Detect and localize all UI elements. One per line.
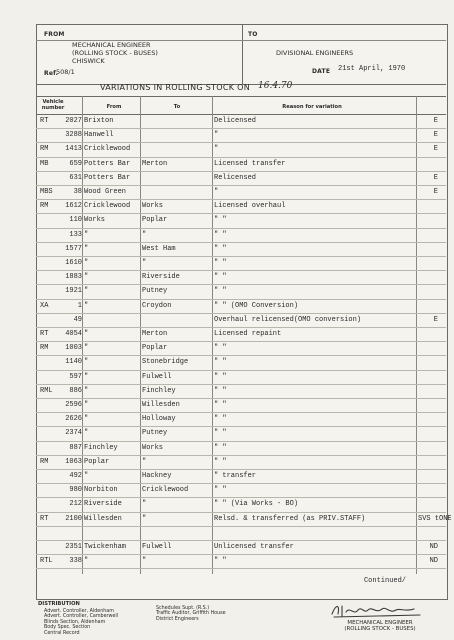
dist-item: Body Spec. Section: [44, 625, 91, 631]
reason-cell: ": [214, 188, 219, 196]
reason-cell: " ": [214, 358, 227, 367]
from-line-2: (ROLLING STOCK - BUSES): [72, 49, 158, 57]
from-cell: ": [84, 287, 89, 296]
col-to-header: To: [173, 104, 181, 110]
to-cell: Fulwell: [142, 543, 172, 551]
table-row: [36, 257, 446, 271]
vehicle-number: 212: [69, 500, 82, 509]
table-row: [36, 442, 446, 456]
reason-cell: " ": [214, 486, 227, 495]
to-cell: Merton: [142, 159, 168, 168]
vehicle-number: 1577: [65, 244, 82, 253]
from-cell: ": [84, 358, 89, 367]
reason-cell: " ": [214, 287, 227, 296]
vehicle-number: 3288: [65, 131, 82, 140]
reason-cell: " ": [214, 429, 227, 438]
table-row: [36, 129, 446, 143]
to-cell: Hackney: [142, 472, 172, 480]
vehicle-number: 659: [69, 159, 82, 168]
from-cell: Brixton: [84, 117, 114, 125]
vehicle-number: 338: [69, 557, 82, 566]
from-cell: Norbiton: [84, 486, 118, 495]
vehicle-number: 1140: [65, 358, 82, 367]
reason-cell: " ": [214, 386, 227, 395]
reason-cell: Relsd. & transferred (as PRIV.STAFF): [214, 514, 366, 523]
from-line-3: CHISWICK: [72, 57, 105, 65]
variations-table: [36, 115, 452, 575]
from-cell: ": [84, 344, 89, 353]
vehicle-number: 1883: [65, 273, 82, 282]
table-row: [36, 498, 446, 512]
to-cell: Riverside: [142, 273, 180, 282]
reason-cell: Unlicensed transfer: [214, 543, 294, 551]
dist-item: Traffic Auditor, Griffith House: [156, 611, 226, 617]
distribution-list-1: [44, 609, 118, 636]
vehicle-number: 1612: [65, 202, 82, 211]
table-row: [36, 271, 446, 285]
sig-caption-line: MECHANICAL ENGINEER: [347, 620, 413, 626]
vehicle-number: 1610: [65, 259, 82, 267]
code-cell: E: [433, 173, 438, 182]
reason-cell: Relicensed: [214, 173, 257, 182]
vehicle-number: 49: [73, 315, 82, 324]
code-cell: E: [433, 131, 438, 140]
from-cell: Cricklewood: [84, 145, 131, 154]
table-row: [36, 399, 446, 413]
distribution-label: DISTRIBUTION: [38, 601, 80, 607]
to-cell: Works: [142, 443, 164, 452]
vehicle-prefix: RT: [40, 514, 49, 523]
reason-cell: " ": [214, 372, 227, 381]
vehicle-number: 631: [69, 173, 82, 182]
table-row: [36, 115, 446, 129]
from-cell: Hanwell: [84, 131, 114, 140]
from-cell: Potters Bar: [84, 159, 131, 168]
from-cell: ": [84, 230, 89, 239]
page-title: VARIATIONS IN ROLLING STOCK ON: [100, 83, 251, 92]
to-cell: Willesden: [142, 401, 180, 409]
to-cell: Holloway: [142, 415, 176, 424]
table-row: [36, 371, 446, 385]
table-row: [36, 214, 446, 228]
to-cell: Poplar: [142, 344, 168, 353]
from-cell: Willesden: [84, 514, 122, 523]
vehicle-number: 597: [69, 372, 82, 381]
vehicle-prefix: MBS: [40, 188, 53, 196]
reason-cell: " " (OMO Conversion): [214, 301, 299, 310]
vehicle-number: 1413: [65, 145, 82, 154]
vehicle-number: 492: [69, 472, 82, 480]
reason-cell: " transfer: [214, 472, 257, 480]
table-row: [36, 470, 446, 484]
title-divider: [36, 96, 446, 97]
vehicle-number: 4054: [65, 330, 82, 338]
vehicle-number: 1063: [65, 457, 82, 466]
to-cell: Putney: [142, 429, 168, 438]
table-row: [36, 143, 446, 157]
code-cell: E: [433, 188, 438, 196]
to-cell: ": [142, 457, 147, 466]
reason-cell: " ": [214, 457, 227, 466]
vehicle-number: 1003: [65, 344, 82, 353]
vehicle-prefix: RT: [40, 330, 49, 338]
table-row: [36, 186, 446, 200]
reason-cell: " ": [214, 230, 227, 239]
reason-cell: " ": [214, 216, 227, 225]
dist-item: Blinds Section, Aldenham: [44, 619, 106, 625]
reason-cell: " ": [214, 557, 227, 566]
to-cell: ": [142, 230, 147, 239]
table-row: [36, 385, 446, 399]
reason-cell: Licensed repaint: [214, 330, 282, 338]
vehicle-prefix: RM: [40, 202, 49, 211]
table-row: [36, 555, 446, 569]
from-cell: ": [84, 244, 89, 253]
dist-item: District Engineers: [156, 616, 199, 622]
dist-item: Schedules Supt. (R.S.): [156, 606, 210, 611]
code-cell: E: [433, 315, 438, 324]
from-cell: ": [84, 401, 89, 409]
vehicle-number: 1921: [65, 287, 82, 296]
vehicle-prefix: RM: [40, 145, 49, 154]
table-row: [36, 427, 446, 441]
reason-cell: ": [214, 131, 219, 140]
to-cell: Putney: [142, 287, 168, 296]
col-from-header: From: [106, 104, 122, 110]
sig-caption-line: (ROLLING STOCK - BUSES): [344, 626, 416, 632]
vehicle-prefix: RML: [40, 386, 53, 395]
from-cell: ": [84, 273, 89, 282]
vehicle-number: 887: [69, 443, 82, 452]
vehicle-number: 1: [77, 301, 82, 310]
continued-note: Continued/: [363, 577, 406, 585]
reason-cell: Overhaul relicensed(OMO conversion): [214, 315, 362, 324]
table-row: [36, 314, 446, 328]
dist-item: Advert. Controller, Aldenham: [44, 609, 114, 614]
reason-cell: " ": [214, 443, 227, 452]
to-cell: ": [142, 557, 147, 566]
code-cell: E: [433, 145, 438, 154]
vehicle-number: 2374: [65, 429, 82, 438]
dist-item: Central Record: [44, 630, 80, 636]
to-cell: Works: [142, 202, 164, 211]
table-row: [36, 527, 446, 541]
vehicle-number: 2596: [65, 401, 82, 409]
table-row: [36, 513, 452, 527]
signature-caption: [326, 620, 434, 632]
vehicle-prefix: XA: [40, 301, 49, 310]
to-cell: Stonebridge: [142, 358, 189, 367]
to-cell: West Ham: [142, 244, 176, 253]
from-cell: Twickenham: [84, 543, 127, 551]
vehicle-prefix: RM: [40, 344, 49, 353]
from-label: FROM: [44, 31, 65, 38]
table-row: [36, 200, 446, 214]
table-row: [36, 541, 446, 555]
ref-label: Ref.: [44, 70, 59, 77]
reason-cell: " ": [214, 273, 227, 282]
to-cell: ": [142, 514, 147, 523]
to-cell: Croydon: [142, 301, 172, 310]
from-cell: Riverside: [84, 500, 122, 509]
from-cell: ": [84, 372, 89, 381]
vehicle-prefix: RM: [40, 457, 49, 466]
vehicle-number: 886: [69, 386, 82, 395]
vehicle-prefix: MB: [40, 159, 49, 168]
reason-cell: ": [214, 145, 219, 154]
signature-image: [328, 600, 428, 620]
to-cell: Poplar: [142, 216, 168, 225]
to-cell: Cricklewood: [142, 486, 189, 495]
from-cell: ": [84, 301, 89, 310]
code-cell: SVS tONE: [418, 514, 452, 523]
from-cell: Wood Green: [84, 188, 127, 196]
reason-cell: " ": [214, 244, 227, 253]
reason-cell: Licensed overhaul: [214, 202, 286, 211]
to-cell: Merton: [142, 330, 168, 338]
reason-cell: " ": [214, 344, 227, 353]
table-row: [36, 484, 446, 498]
from-cell: Cricklewood: [84, 202, 131, 211]
from-line-1: MECHANICAL ENGINEER: [72, 41, 151, 49]
vehicle-prefix: RTL: [40, 557, 53, 566]
vehicle-number: 2100: [65, 514, 82, 523]
table-row: [36, 356, 446, 370]
reason-cell: Delicensed: [214, 117, 257, 125]
table-row: [36, 158, 446, 172]
dist-item: Advert. Controller, Camberwell: [44, 614, 119, 620]
vehicle-number: 110: [69, 216, 82, 225]
vehicle-number: 2626: [65, 415, 82, 424]
table-row: [36, 328, 446, 342]
vehicle-prefix: RT: [40, 117, 49, 125]
reason-cell: " ": [214, 415, 227, 424]
vehicle-number: 980: [69, 486, 82, 495]
code-cell: E: [433, 117, 438, 125]
from-cell: Potters Bar: [84, 173, 131, 182]
date-label: DATE: [312, 68, 331, 75]
code-cell: ND: [429, 543, 438, 551]
vehicle-number: 2351: [65, 543, 82, 551]
title-date: 16.4.70: [258, 81, 293, 91]
to-cell: ": [142, 259, 147, 267]
from-cell: ": [84, 429, 89, 438]
to-label: TO: [248, 31, 258, 38]
to-cell: Fulwell: [142, 372, 172, 381]
code-cell: ND: [429, 557, 438, 566]
table-row: [36, 342, 446, 356]
from-cell: ": [84, 386, 89, 395]
table-row: [36, 300, 446, 314]
to-cell: ": [142, 500, 147, 509]
col-reason-header: Reason for variation: [282, 104, 342, 110]
reason-cell: " ": [214, 401, 227, 409]
from-cell: ": [84, 259, 89, 267]
ref-value: 508/1: [56, 68, 75, 76]
to-value: DIVISIONAL ENGINEERS: [276, 49, 354, 57]
reason-cell: Licensed transfer: [214, 159, 286, 168]
table-row: [36, 229, 446, 243]
from-cell: Poplar: [84, 457, 110, 466]
table-row: [36, 172, 446, 186]
table-row: [36, 413, 446, 427]
col-vehicle-header: Vehicle number: [41, 99, 65, 111]
table-row: [36, 456, 446, 470]
distribution-list-2: [156, 606, 226, 622]
table-row: [36, 243, 446, 257]
date-value: 21st April, 1970: [338, 65, 406, 73]
from-cell: ": [84, 472, 89, 480]
reason-cell: " " (Via Works - BO): [214, 500, 299, 509]
from-cell: Works: [84, 216, 106, 225]
vehicle-number: 38: [73, 188, 82, 196]
from-cell: ": [84, 415, 89, 424]
from-cell: ": [84, 330, 89, 338]
from-cell: ": [84, 557, 89, 566]
to-cell: Finchley: [142, 386, 176, 395]
table-row: [36, 285, 446, 299]
reason-cell: " ": [214, 259, 227, 267]
vehicle-number: 133: [69, 230, 82, 239]
vehicle-number: 2027: [65, 117, 82, 125]
from-cell: Finchley: [84, 443, 118, 452]
